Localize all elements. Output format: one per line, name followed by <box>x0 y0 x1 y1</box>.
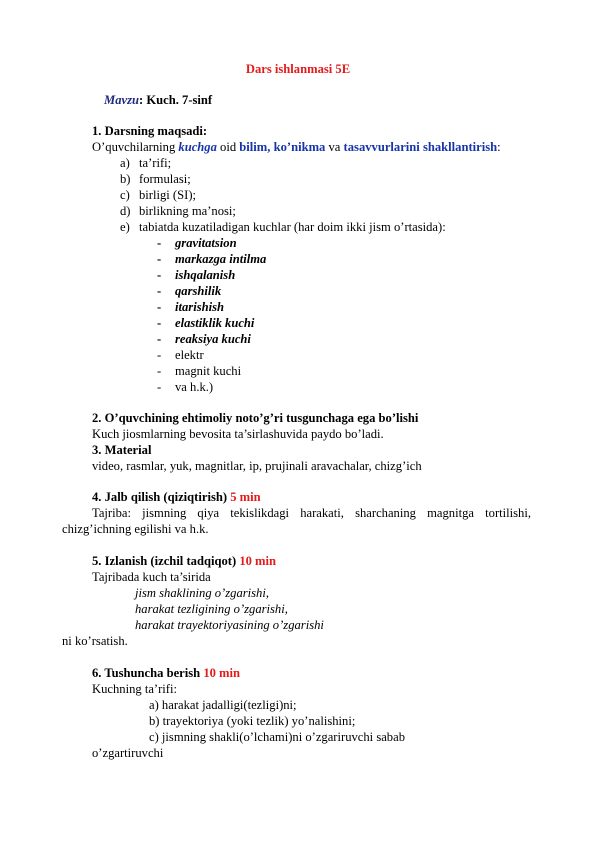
intro-emph-kuchga: kuchga <box>178 140 217 154</box>
topic-line <box>104 93 212 108</box>
section-5-item-2: harakat tezligining o’zgarishi, <box>135 602 288 616</box>
force-type-8: - elektr <box>157 348 204 362</box>
force-type-10: - va h.k.) <box>157 380 214 394</box>
section-4-heading: 4. Jalb qilish (qiziqtirish) 5 min <box>92 490 261 504</box>
section-6-heading: 6. Tushuncha berish 10 min <box>92 666 241 680</box>
section-6-intro: Kuchning ta’rifi: <box>92 682 177 696</box>
section-4-time: 5 min <box>230 490 261 504</box>
list-item-d: d) birlikning ma’nosi; <box>120 204 236 218</box>
section-1-heading: 1. Darsning maqsadi: <box>92 124 208 138</box>
force-type-3: - ishqalanish <box>157 268 236 282</box>
intro-emph-bilim: bilim, ko’nikma <box>239 140 326 154</box>
section-5-item-1: jism shaklining o’zgarishi, <box>135 586 269 600</box>
force-type-9: - magnit kuchi <box>157 364 242 378</box>
section-5-heading: 5. Izlanish (izchil tadqiqot) 10 min <box>92 554 277 568</box>
section-6-item-a: a) harakat jadalligi(tezligi)ni; <box>149 698 297 712</box>
section-5-time: 10 min <box>239 554 277 568</box>
intro-text-3: va <box>325 140 344 154</box>
section-1-intro <box>92 140 501 155</box>
intro-text-2: oid <box>216 140 240 154</box>
intro-text-4: : <box>497 140 501 154</box>
force-type-4: - qarshilik <box>157 284 222 298</box>
document-title: Dars ishlanmasi 5E <box>245 62 351 76</box>
section-2-text: Kuch jiosmlarning bevosita ta’sirlashuvida paydo bo’ladi. <box>92 427 384 441</box>
intro-emph-tasavvur: tasavvurlarini shakllantirish <box>343 140 498 154</box>
list-item-a: a) ta’rifi; <box>120 156 172 170</box>
force-type-7: - reaksiya kuchi <box>157 332 251 346</box>
section-6-time: 10 min <box>203 666 241 680</box>
list-item-c: c) birligi (SI); <box>120 188 197 202</box>
section-3-text: video, rasmlar, yuk, magnitlar, ip, prujinali aravachalar, chizg’ich <box>92 459 422 473</box>
section-3-heading: 3. Material <box>92 443 152 457</box>
section-6-item-b: b) trayektoriya (yoki tezlik) yo’nalishini; <box>149 714 356 728</box>
force-type-5: - itarishish <box>157 300 225 314</box>
section-4-text-line-2: chizg’ichning egilishi va h.k. <box>62 522 209 536</box>
intro-text-1: O’quvchilarning <box>92 140 179 154</box>
list-item-e: e) tabiatda kuzatiladigan kuchlar (har doim ikki jism o’rtasida): <box>120 220 446 234</box>
topic-value: : Kuch. 7-sinf <box>139 93 213 107</box>
section-6-item-c: c) jismning shakli(o’lchami)ni o’zgariruvchi sabab <box>149 730 405 744</box>
force-type-2: - markazga intilma <box>157 252 267 266</box>
topic-label: Mavzu <box>104 93 139 107</box>
section-5-item-3: harakat trayektoriyasining o’zgarishi <box>135 618 324 632</box>
list-item-b: b) formulasi; <box>120 172 191 186</box>
force-type-1: - gravitatsion <box>157 236 237 250</box>
force-type-6: - elastiklik kuchi <box>157 316 255 330</box>
section-6-outro: o’zgartiruvchi <box>92 746 164 760</box>
section-4-text-line-1: Tajriba: jismning qiya tekislikdagi harakati, sharchaning magnitga tortilishi, <box>92 506 531 520</box>
section-2-heading: 2. O’quvchining ehtimoliy noto’g’ri tusgunchaga ega bo’lishi <box>92 411 419 425</box>
section-5-outro: ni ko’rsatish. <box>62 634 128 648</box>
section-5-intro: Tajribada kuch ta’sirida <box>92 570 211 584</box>
